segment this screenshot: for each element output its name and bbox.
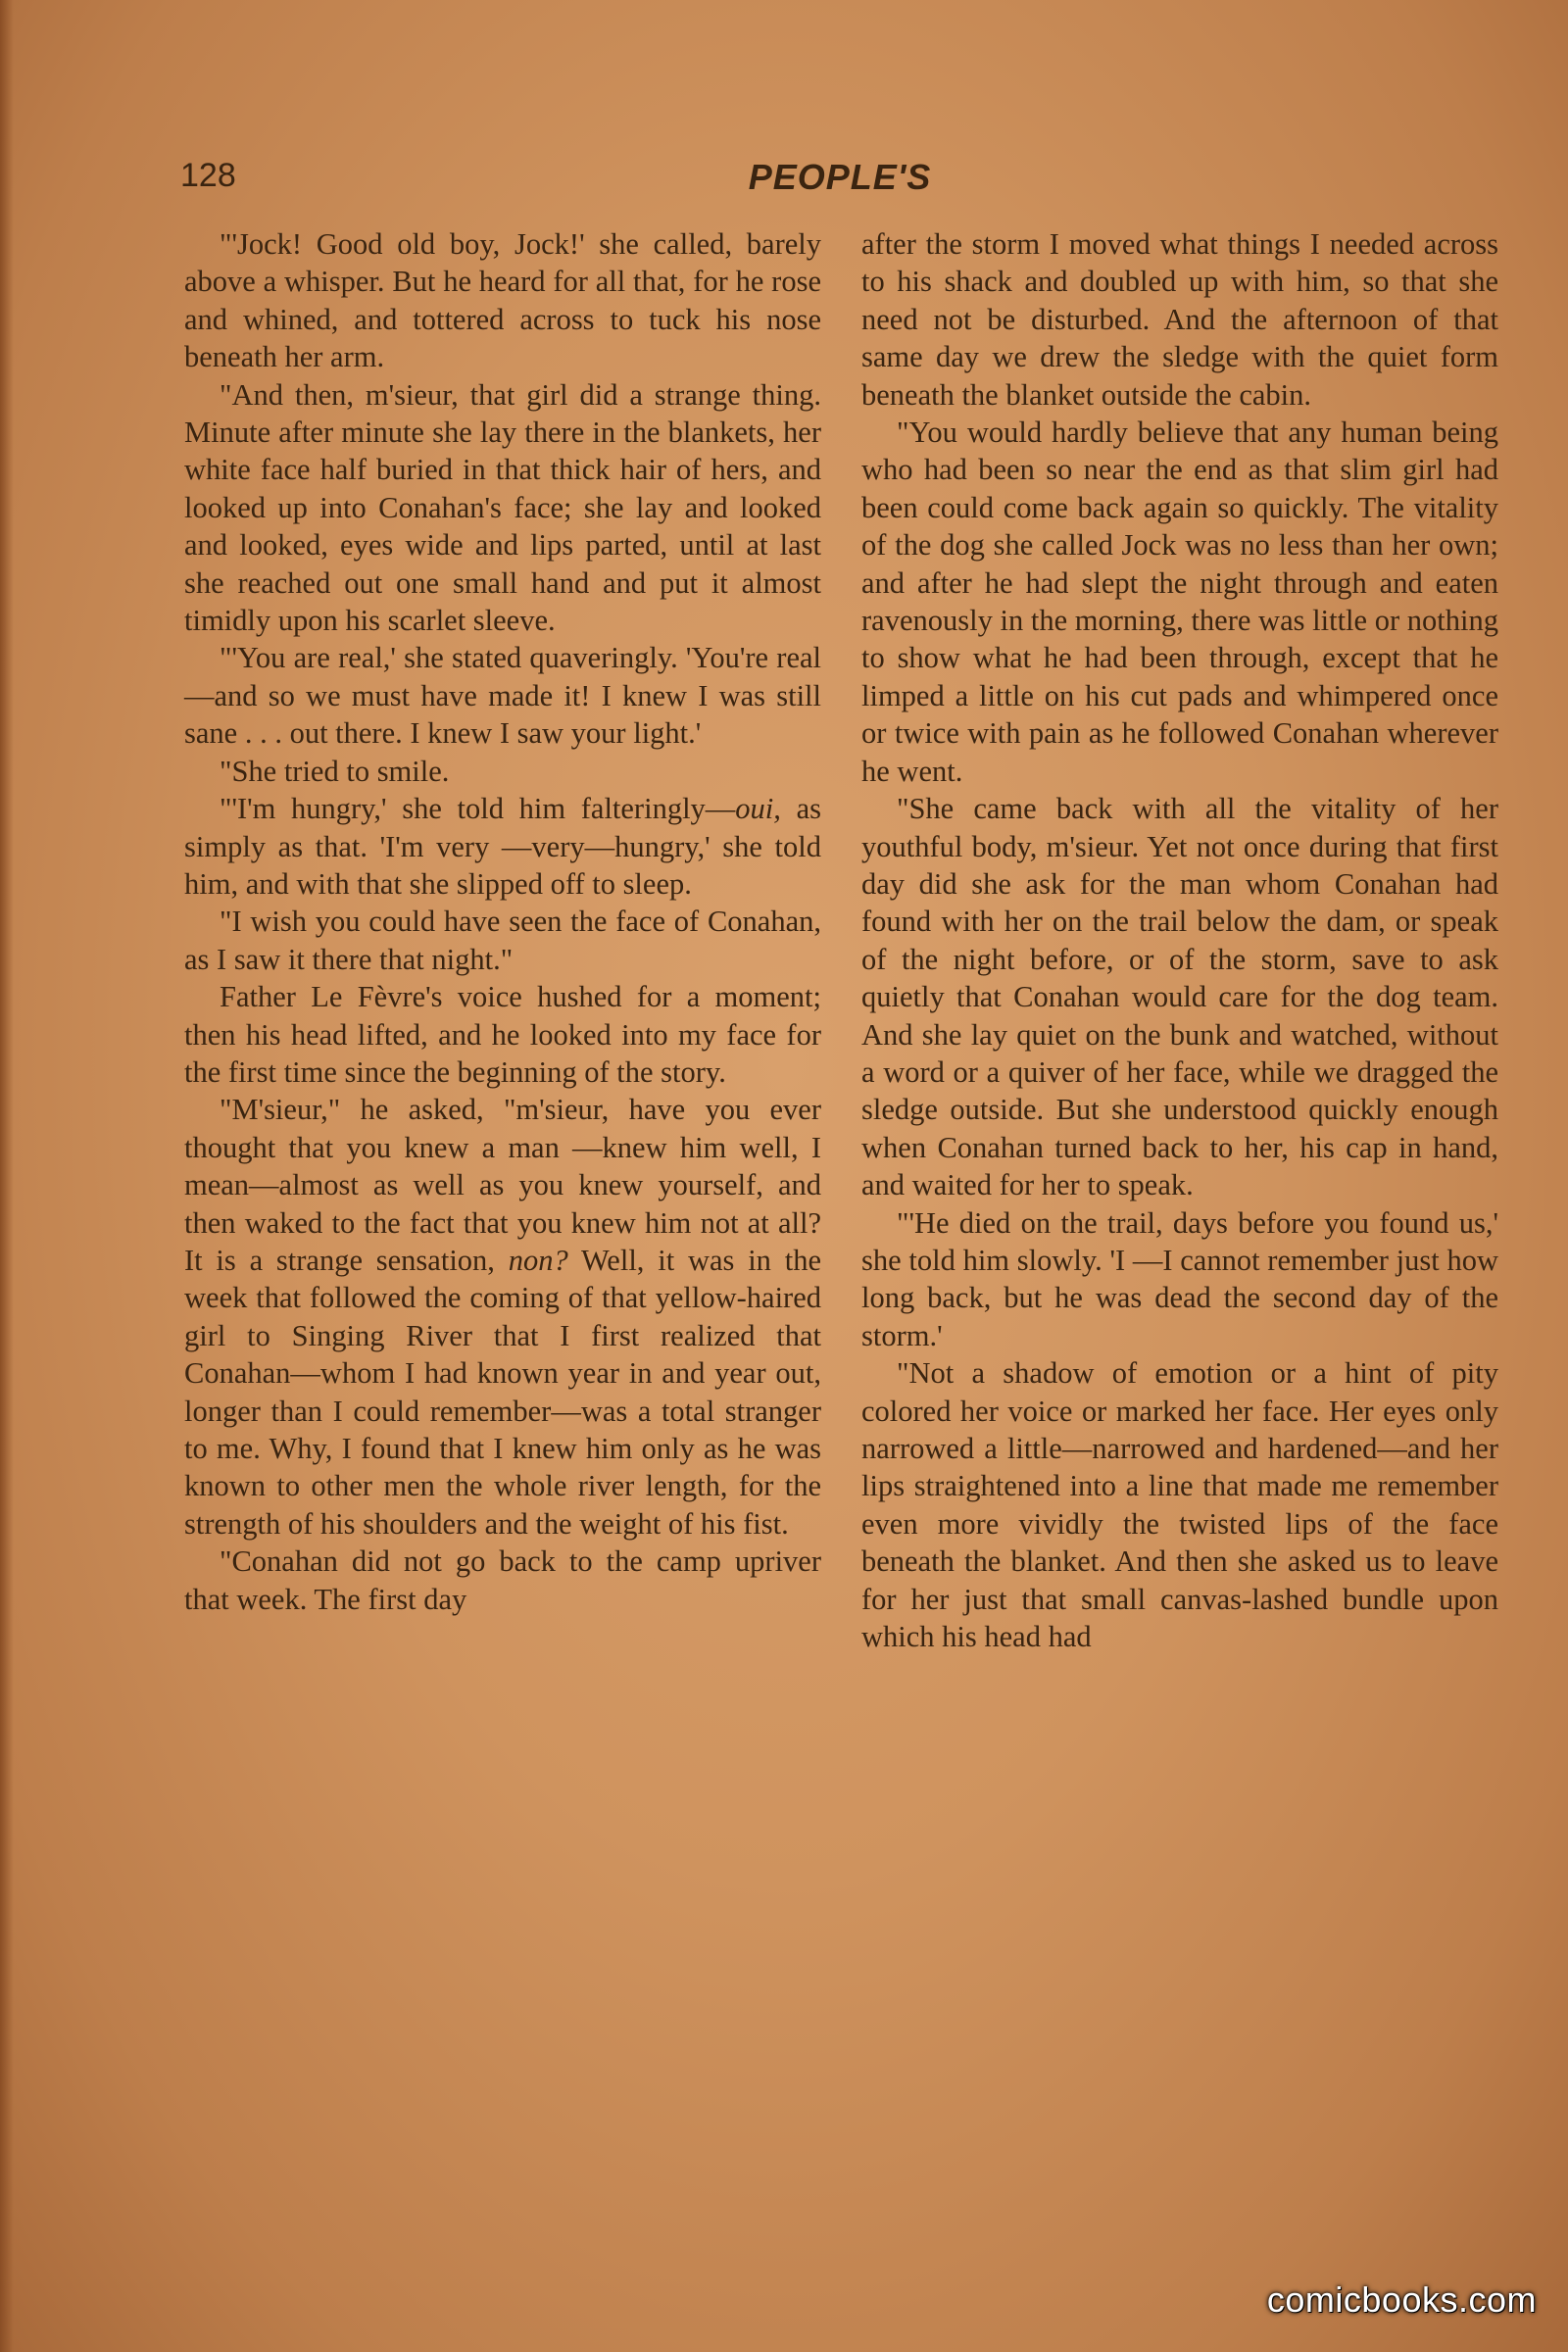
left-column <box>184 225 821 1618</box>
page-header <box>180 157 1499 206</box>
paragraph-continued: after the storm I moved what things I needed across to his shack and doubled up with him, so that she need not be disturbed. And the afternoon of that same day we drew the sledge with the quiet form beneath the blanket outside the cabin. <box>861 227 1498 412</box>
page-edge-shadow <box>0 0 14 2352</box>
right-column <box>861 225 1498 1655</box>
paragraph: "And then, m'sieur, that girl did a strange thing. Minute after minute she lay there in the blankets, her white face half buried in that thick hair of hers, and looked up into Conahan's face; she lay and looked and looked, eyes wide and lips parted, until at last she reached out one small hand and put it almost timidly upon his scarlet sleeve. <box>184 377 821 638</box>
paragraph: "M'sieur," he asked, "m'sieur, have you ever thought that you knew a man —knew him well, I mean—almost as well as you knew yourself, and then waked to the fact that you knew him not at all? It is a strange sensation, non? Well, it was in the week that followed the coming of that yellow-haired girl to Singing River that I first realized that Conahan—whom I had known year in and year out, longer than I could remember—was a total stranger to me. Why, I found that I knew him only as he was known to other men the whole river length, for the strength of his shoulders and the weight of his fist. <box>184 1093 821 1541</box>
paragraph: "You would hardly believe that any human being who had been so near the end as that slim girl had been could come back again so quickly. The vitality of the dog she called Jock was no less than her own; and after he had slept the night through and eaten ravenously in the morning, there was little or nothing to show what he had been through, except that he limped a little on his cut pads and whimpered once or twice with pain as he followed Conahan wherever he went. <box>861 416 1498 788</box>
paragraph: "'He died on the trail, days before you found us,' she told him slowly. 'I —I cannot remember just how long back, but he was dead the second day of the storm.' <box>861 1205 1498 1352</box>
page-number: 128 <box>180 157 236 194</box>
paragraph: "Conahan did not go back to the camp upriver that week. The first day <box>184 1544 821 1616</box>
italic-word: non? <box>508 1243 568 1277</box>
paragraph: "'You are real,' she stated quaveringly. 'You're real—and so we must have made it! I knew I was still sane . . . out there. I knew I saw your light.' <box>184 641 821 751</box>
paragraph: "She came back with all the vitality of her youthful body, m'sieur. Yet not once during that first day did she ask for the man whom Conahan had found with her on the trail below the dam, or speak of the night before, or of the storm, save to ask quietly that Conahan would care for the dog team. And she lay quiet on the bunk and watched, without a word or a quiver of her face, while we dragged the sledge outside. But she understood quickly enough when Conahan turned back to her, his cap in hand, and waited for her to speak. <box>861 792 1498 1202</box>
paragraph: "'I'm hungry,' she told him falteringly—oui, as simply as that. 'I'm very —very—hungry,' she told him, and with that she slipped off to sleep. <box>184 792 821 901</box>
paragraph: "'Jock! Good old boy, Jock!' she called, barely above a whisper. But he heard for all that, for he rose and whined, and tottered across to tuck his nose beneath her arm. <box>184 227 821 374</box>
paragraph: "I wish you could have seen the face of Conahan, as I saw it there that night." <box>184 905 821 976</box>
paragraph: "Not a shadow of emotion or a hint of pity colored her voice or marked her face. Her eyes only narrowed a little—narrowed and hardened—and her lips straightened into a line that made me remember even more vividly the twisted lips of the face beneath the blanket. And then she asked us to leave for her just that small canvas-lashed bundle upon which his head had <box>861 1356 1498 1654</box>
running-title: PEOPLE'S <box>748 157 932 197</box>
paragraph: Father Le Fèvre's voice hushed for a moment; then his head lifted, and he looked into my face for the first time since the beginning of the story. <box>184 980 821 1089</box>
watermark-logo: comicbooks.com <box>1266 2279 1537 2320</box>
paragraph: "She tried to smile. <box>220 754 450 788</box>
italic-word: oui, <box>735 792 781 826</box>
